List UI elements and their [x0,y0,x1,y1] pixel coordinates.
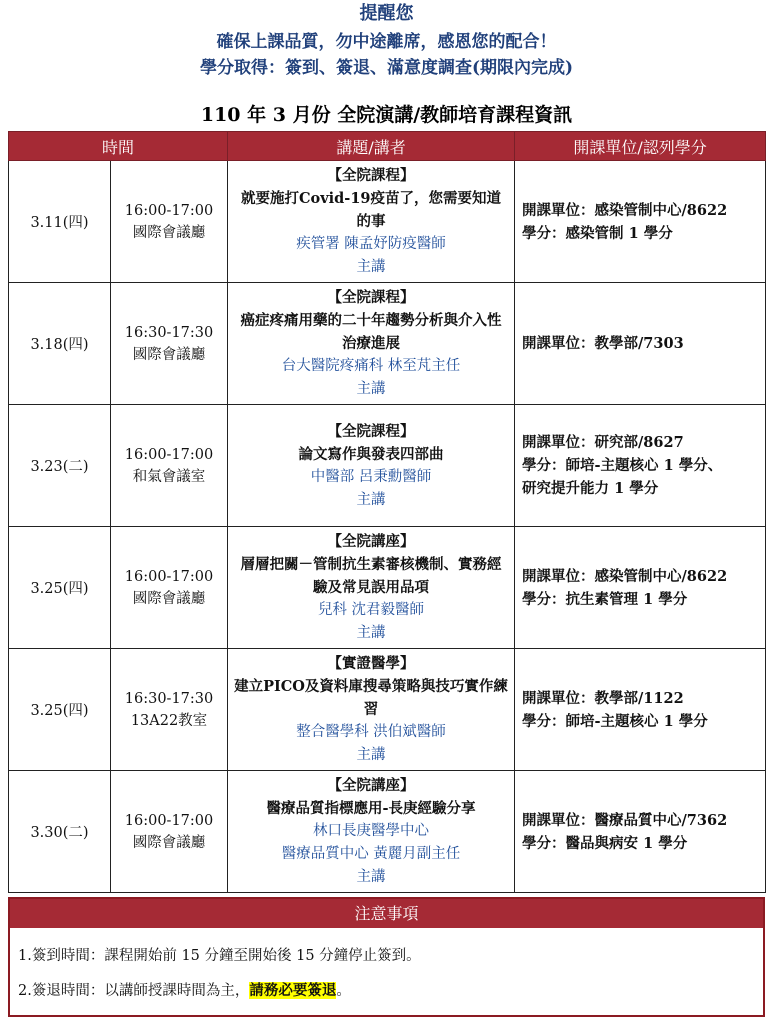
course-title: 就要施打Covid-19疫苗了，您需要知道的事 [241,190,501,230]
table-header-row [9,132,766,161]
course-speaker: 兒科 沈君毅醫師 [317,602,425,618]
course-category: 【全院課程】 [327,167,415,184]
note-item-signout [18,979,351,1000]
course-unit: 開課單位：感染管制中心/8622 [522,567,728,585]
table-row [9,283,766,405]
course-credit: 學分：抗生素管理 1 學分 [522,590,688,608]
course-location: 國際會議廳 [132,346,206,363]
course-speaker: 中醫部 呂秉勳醫師 [310,468,432,485]
course-unit-credit [515,649,766,771]
course-category: 【全院講座】 [327,777,415,794]
course-unit-credit [515,283,766,405]
header-unit: 開課單位/認列學分 [515,132,766,161]
table-row [9,161,766,283]
course-time-location [111,161,228,283]
course-unit: 開課單位：感染管制中心/8622 [522,201,728,219]
note-highlight: 請務必要簽退 [249,982,337,999]
course-unit-credit [515,405,766,527]
course-speaker: 疾管署 陳孟妤防疫醫師 [296,236,446,252]
reminder-line: 確保上課品質，勿中途離席，感恩您的配合！ [216,32,557,52]
course-unit: 開課單位：教學部/7303 [522,335,684,352]
course-speaker: 林口長庚醫學中心 [313,823,430,839]
course-topic [228,283,515,405]
reminder-heading: 提醒您 [359,3,414,24]
course-location: 和氣會議室 [132,468,206,485]
course-location: 13A22教室 [130,712,208,729]
course-credit-extra: 研究提升能力 1 學分 [522,480,659,497]
course-title: 醫療品質指標應用-長庚經驗分享 [266,800,476,817]
course-location: 國際會議廳 [132,590,206,607]
notes-box [8,897,765,1017]
course-title: 層層把關－管制抗生素審核機制、實務經驗及常見誤用品項 [240,556,502,596]
table-row [9,771,766,893]
course-speaker: 台大醫院疼痛科 林至芃主任 [281,358,461,374]
course-speaker-role: 主講 [356,491,386,508]
course-location: 國際會議廳 [132,834,206,851]
reminder-credit-line: 學分取得：簽到、簽退、滿意度調查(期限內完成) [199,58,574,78]
course-category: 【全院課程】 [327,289,415,306]
course-credit: 學分：師培-主題核心 1 學分、 [522,457,723,474]
course-speaker-dept: 醫療品質中心 黃麗月副主任 [281,846,461,862]
course-unit: 開課單位：醫療品質中心/7362 [522,811,728,829]
schedule-table [8,131,766,893]
course-category: 【全院講座】 [327,533,415,550]
course-time: 16:00-17:00 [124,202,214,219]
page-title: 110 年 3 月份 全院演講/教師培育課程資訊 [200,104,573,126]
course-topic [228,527,515,649]
course-date: 3.11(四) [9,161,111,283]
course-credit: 學分：師培-主題核心 1 學分 [522,712,708,730]
course-unit-credit [515,527,766,649]
course-date: 3.23(二) [9,405,111,527]
header-topic: 講題/講者 [228,132,515,161]
course-speaker-role: 主講 [356,381,386,397]
course-date: 3.18(四) [9,283,111,405]
course-speaker-role: 主講 [356,625,386,641]
course-unit: 開課單位：教學部/1122 [522,689,684,707]
course-time: 16:00-17:00 [124,446,214,463]
course-date: 3.30(二) [9,771,111,893]
course-speaker-role: 主講 [356,747,386,763]
table-row [9,405,766,527]
table-row [9,649,766,771]
course-time-location [111,771,228,893]
course-date: 3.25(四) [9,527,111,649]
course-time-location [111,527,228,649]
course-topic [228,161,515,283]
course-time-location [111,405,228,527]
course-topic [228,771,515,893]
note-item-signout-text: 2.簽退時間：以講師授課時間為主， [18,983,250,999]
note-item-signin: 1.簽到時間：課程開始前 15 分鐘至開始後 15 分鐘停止簽到。 [18,948,421,964]
course-credit: 學分：感染管制 1 學分 [522,224,673,242]
course-time-location [111,649,228,771]
course-speaker: 整合醫學科 洪伯斌醫師 [296,724,446,740]
course-category: 【實證醫學】 [327,655,415,672]
notes-header: 注意事項 [10,899,763,928]
course-time: 16:30-17:30 [124,324,214,341]
course-time-location [111,283,228,405]
header-time: 時間 [9,132,228,161]
course-unit: 開課單位：研究部/8627 [522,434,684,451]
course-title: 論文寫作與發表四部曲 [298,445,444,463]
course-time: 16:00-17:00 [124,812,214,829]
course-time: 16:30-17:30 [124,690,214,707]
course-unit-credit [515,161,766,283]
course-location: 國際會議廳 [132,224,206,241]
course-topic [228,649,515,771]
note-item-signout-end: 。 [336,983,351,999]
course-unit-credit [515,771,766,893]
table-row [9,527,766,649]
course-title: 建立PICO及資料庫搜尋策略與技巧實作練習 [234,678,508,718]
course-speaker-role: 主講 [356,869,386,885]
course-speaker-role: 主講 [356,259,386,275]
course-credit: 學分：醫品與病安 1 學分 [522,834,688,852]
course-date: 3.25(四) [9,649,111,771]
course-title: 癌症疼痛用藥的二十年趨勢分析與介入性治療進展 [240,312,502,352]
course-time: 16:00-17:00 [124,568,214,585]
course-topic [228,405,515,527]
course-category: 【全院課程】 [327,422,415,440]
